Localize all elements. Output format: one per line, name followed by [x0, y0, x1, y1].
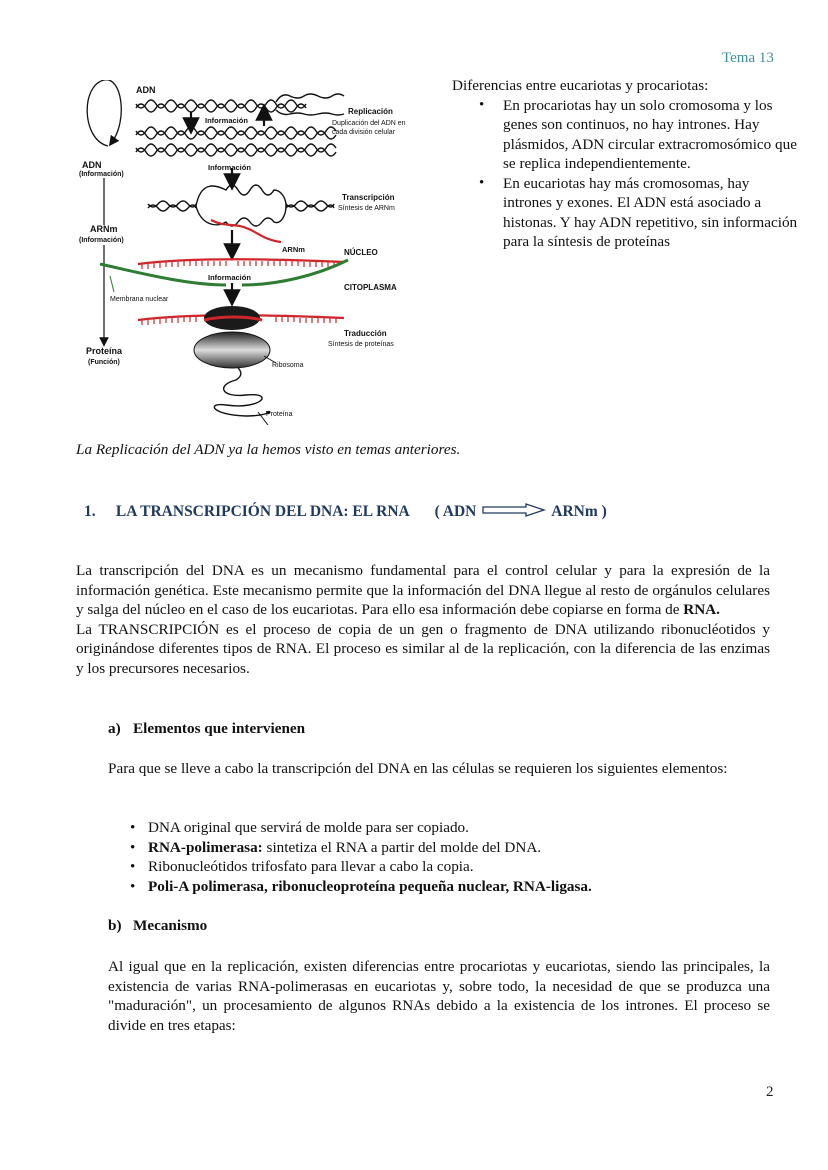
list-item: • En procariotas hay un solo cromosoma y los genes son continuos, no hay intrones. Hay plásmidos, ADN circular extracromosómico que se replica independientemente.	[503, 96, 802, 174]
section-number: 1.	[84, 503, 96, 521]
section-title-text: LA TRANSCRIPCIÓN DEL DNA: EL RNA	[115, 503, 409, 521]
svg-text:Transcripción: Transcripción	[342, 193, 395, 202]
intro-paragraph-1: La transcripción del DNA es un mecanismo fundamental para el control celular y para la expresión de la información genética. Este mecanismo permite que la información del DNA llegue al resto de orgánulos celulares y salga del núcleo en el caso de los eucariotas. Para ello esa información debe copiarse en forma de RNA.	[76, 562, 770, 618]
subheading-a: a) Elementos que intervienen	[108, 720, 306, 737]
svg-text:CITOPLASMA: CITOPLASMA	[344, 283, 397, 292]
svg-text:ADN: ADN	[136, 85, 156, 95]
intro-paragraph-2: La TRANSCRIPCIÓN es el proceso de copia de un gen o fragmento de DNA utilizando ribonucléotidos y originándose diferentes tipos de RNA. El proceso es similar al de la replicación, con la diferencia de las enzimas y los precursores necesarios.	[76, 620, 770, 677]
list-item: • Poli-A polimerasa, ribonucleoproteína pequeña nuclear, RNA-ligasa.	[130, 877, 770, 897]
formula-start: ( ADN	[434, 503, 477, 521]
differences-block	[452, 76, 802, 252]
elements-intro: Para que se lleve a cabo la transcripción del DNA en las células se requieren los siguientes elementos:	[108, 760, 728, 777]
svg-text:Síntesis de proteínas: Síntesis de proteínas	[328, 341, 394, 348]
differences-title: Diferencias entre eucariotas y procariotas:	[452, 77, 709, 94]
differences-list	[452, 96, 802, 252]
section-heading	[84, 503, 607, 522]
list-item: • Ribonucleótidos trifosfato para llevar a cabo la copia.	[130, 857, 770, 877]
mechanism-paragraph: Al igual que en la replicación, existen diferencias entre procariotas y eucariotas, siendo las principales, la existencia de varias RNA-polimerasas en eucariotas y, sobre todo, la necesidad de que se produzca una "maduración", un procesamiento de algunos RNAs debido a la existencia de los intrones. El proceso se divide en tres etapas:	[108, 958, 770, 1034]
svg-text:Proteína: Proteína	[266, 411, 293, 418]
replication-loop-icon	[87, 80, 121, 146]
intro-paragraphs	[76, 561, 770, 678]
central-dogma-diagram	[76, 80, 426, 425]
hollow-arrow-icon	[482, 503, 546, 522]
svg-text:Proteína: Proteína	[86, 346, 123, 356]
elements-list	[130, 818, 770, 896]
svg-text:Traducción: Traducción	[344, 329, 387, 338]
replication-note: La Replicación del ADN ya la hemos visto en temas anteriores.	[76, 441, 461, 458]
svg-text:Membrana nuclear: Membrana nuclear	[110, 296, 169, 303]
svg-text:Información: Información	[208, 273, 251, 282]
svg-text:Información: Información	[205, 116, 248, 125]
svg-text:Síntesis de ARNm: Síntesis de ARNm	[338, 205, 395, 212]
list-item: • En eucariotas hay más cromosomas, hay intrones y exones. El ADN está asociado a histonas. Y hay ADN repetitivo, sin información para la síntesis de proteínas	[503, 174, 802, 252]
header-topic: Tema 13	[722, 50, 774, 66]
formula-end: ARNm )	[551, 503, 607, 521]
svg-text:ADN: ADN	[82, 160, 102, 170]
svg-text:Replicación: Replicación	[348, 107, 393, 116]
subheading-b: b) Mecanismo	[108, 917, 208, 934]
svg-text:Duplicación del ADN en: Duplicación del ADN en	[332, 120, 406, 127]
rna-bold: RNA.	[683, 601, 720, 618]
svg-text:ARNm: ARNm	[90, 224, 118, 234]
svg-text:Ribosoma: Ribosoma	[272, 362, 304, 369]
svg-text:Información: Información	[208, 163, 251, 172]
list-item: • DNA original que servirá de molde para ser copiado.	[130, 818, 770, 838]
svg-text:cada división celular: cada división celular	[332, 129, 396, 136]
page-number: 2	[766, 1084, 774, 1100]
svg-text:(Información): (Información)	[79, 237, 124, 244]
svg-text:NÚCLEO: NÚCLEO	[344, 248, 378, 257]
svg-text:(Función): (Función)	[88, 359, 120, 366]
svg-text:(Información): (Información)	[79, 171, 124, 178]
svg-text:ARNm: ARNm	[282, 245, 305, 254]
list-item: • RNA-polimerasa: sintetiza el RNA a partir del molde del DNA.	[130, 838, 770, 858]
